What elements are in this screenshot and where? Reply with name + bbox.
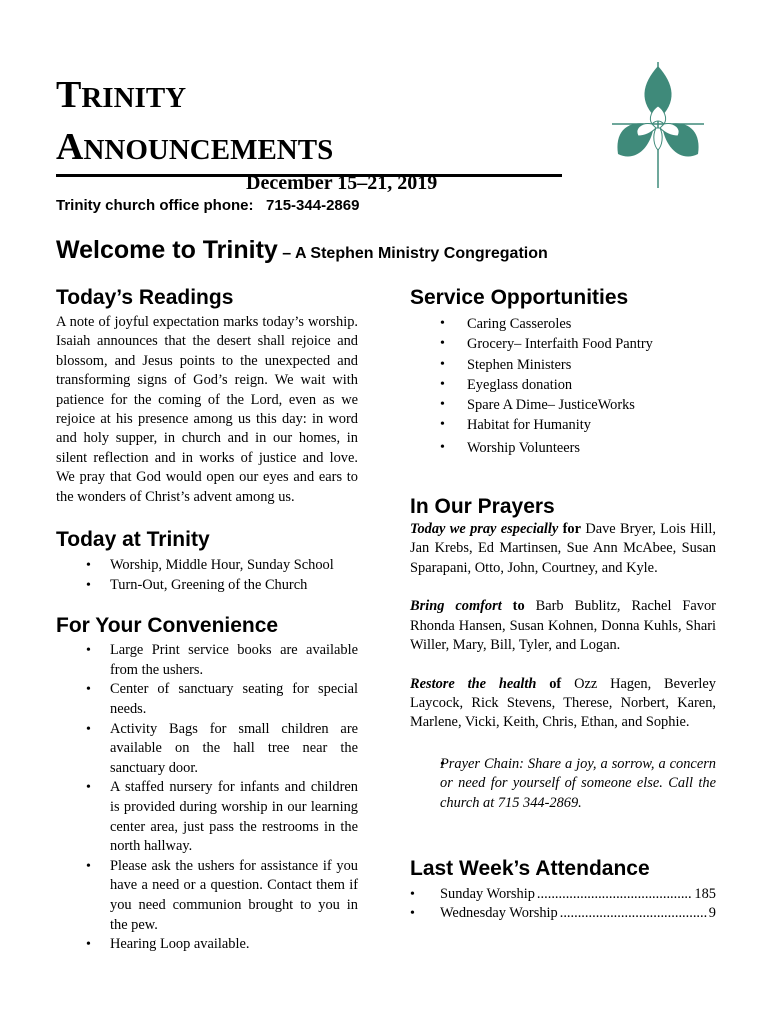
welcome-main: Welcome to Trinity xyxy=(56,236,278,264)
attendance-row xyxy=(410,885,716,905)
prayer-mid-1: for xyxy=(558,521,581,538)
list-item: • Worship Volunteers xyxy=(410,438,716,458)
readings-heading: Today’s Readings xyxy=(56,286,234,309)
list-item: • Worship, Middle Hour, Sunday School xyxy=(56,556,358,576)
prayers-heading: In Our Prayers xyxy=(410,495,555,519)
prayer-lead-1: Today we pray especially xyxy=(410,521,559,538)
list-item: • Caring Casseroles xyxy=(410,314,716,334)
prayer-lead-2: Bring comfort xyxy=(410,598,502,615)
prayer-lead-3: Restore the health xyxy=(410,675,537,692)
attendance-value: 185 xyxy=(694,885,716,902)
convenience-heading: For Your Convenience xyxy=(56,614,279,638)
title-line-2 xyxy=(56,123,562,177)
list-item: • Hearing Loop available. xyxy=(56,935,358,955)
list-item: • Grocery– Interfaith Food Pantry xyxy=(410,334,716,354)
list-item: • Stephen Ministers xyxy=(410,355,716,375)
office-phone-line xyxy=(56,197,359,214)
left-column xyxy=(56,285,358,955)
trillium-logo-icon xyxy=(612,62,704,188)
leader-dots xyxy=(560,904,707,924)
attendance-label: • Sunday Worship xyxy=(440,885,535,902)
prayer-names-2: Barb Bublitz, Rachel Favor Rhonda Hansen, Susan Kohnen, Donna Kuhls, Shari Willer, Mary, Bill, Tyler, and Logan. xyxy=(410,598,716,654)
prayer-paragraph-1 xyxy=(410,520,716,578)
prayer-chain-item: • Prayer Chain: Share a joy, a sorrow, a concern or need for yourself of someone else. Call the church at 715 344-2869. xyxy=(440,755,716,814)
attendance-heading: Last Week’s Attendance xyxy=(410,856,650,880)
spacer xyxy=(254,197,267,214)
readings-text: A note of joyful expectation marks today’s worship. Isaiah announces that the desert shall rejoice and blossom, and Jesus points to the unexpected and transforming signs of God’s reign. We wait with patience for the coming of the Lord, even as we rejoice at his presence among us this day: in word and holy supper, in church and in our homes, in silent reflection and in works of justice and love. We pray that God would open our eyes and ears to the wonders of Christ’s advent among us. xyxy=(56,314,358,505)
list-item: • Habitat for Humanity xyxy=(410,415,716,435)
title-cap-2: A xyxy=(56,126,84,168)
date-range: December 15–21, 2019 xyxy=(246,172,438,194)
list-item: • Spare A Dime– JusticeWorks xyxy=(410,395,716,415)
list-item: • Eyeglass donation xyxy=(410,375,716,395)
prayer-mid-2: to xyxy=(501,598,525,615)
prayer-chain-list xyxy=(410,755,716,814)
service-heading: Service Opportunities xyxy=(410,286,629,309)
title-line-1 xyxy=(56,70,566,123)
attendance-label: • Wednesday Worship xyxy=(440,905,558,922)
today-list xyxy=(56,556,358,595)
today-heading: Today at Trinity xyxy=(56,528,210,552)
prayer-names-1: Dave Bryer, Lois Hill, Jan Krebs, Ed Martinsen, Sue Ann McAbee, Susan Sparapani, Otto, John, Courtney, and Kyle. xyxy=(410,521,716,576)
attendance-value: 9 xyxy=(708,905,716,922)
attendance-row xyxy=(410,904,716,924)
prayer-mid-3: of xyxy=(536,675,562,692)
prayer-paragraph-3 xyxy=(410,675,716,733)
title-rest-2: NNOUNCEMENTS xyxy=(83,134,334,166)
leader-dots xyxy=(537,885,692,905)
list-item: • Large Print service books are available from the ushers. xyxy=(56,641,358,680)
list-item: • Center of sanctuary seating for special needs. xyxy=(56,680,358,719)
office-phone-number: 715-344-2869 xyxy=(266,197,360,214)
list-item: • Please ask the ushers for assistance if you have a need or a question. Contact them if you need communion brought to you in the pew. xyxy=(56,857,358,935)
attendance-list xyxy=(410,885,716,924)
convenience-list xyxy=(56,641,358,955)
list-item: • A staffed nursery for infants and children is provided during worship in our learning center area, just pass the restrooms in the north hallway. xyxy=(56,778,358,856)
prayer-names-3: Ozz Hagen, Beverley Laycock, Rick Stevens, Therese, Norbert, Karen, Marlene, Vicki, Keith, Chris, Ethan, and Sophie. xyxy=(410,675,716,731)
right-column xyxy=(410,285,716,924)
office-phone-label: Trinity church office phone: xyxy=(56,197,254,214)
service-list xyxy=(410,314,716,458)
prayer-paragraph-2 xyxy=(410,597,716,655)
page-title xyxy=(56,70,566,177)
title-cap-1: T xyxy=(56,74,82,116)
welcome-subtitle: – A Stephen Ministry Congregation xyxy=(277,245,548,262)
welcome-heading xyxy=(56,236,548,265)
list-item: • Turn-Out, Greening of the Church xyxy=(56,576,358,596)
list-item: • Activity Bags for small children are available on the hall tree near the sanctuary door. xyxy=(56,720,358,779)
title-rest-1: RINITY xyxy=(81,82,187,114)
